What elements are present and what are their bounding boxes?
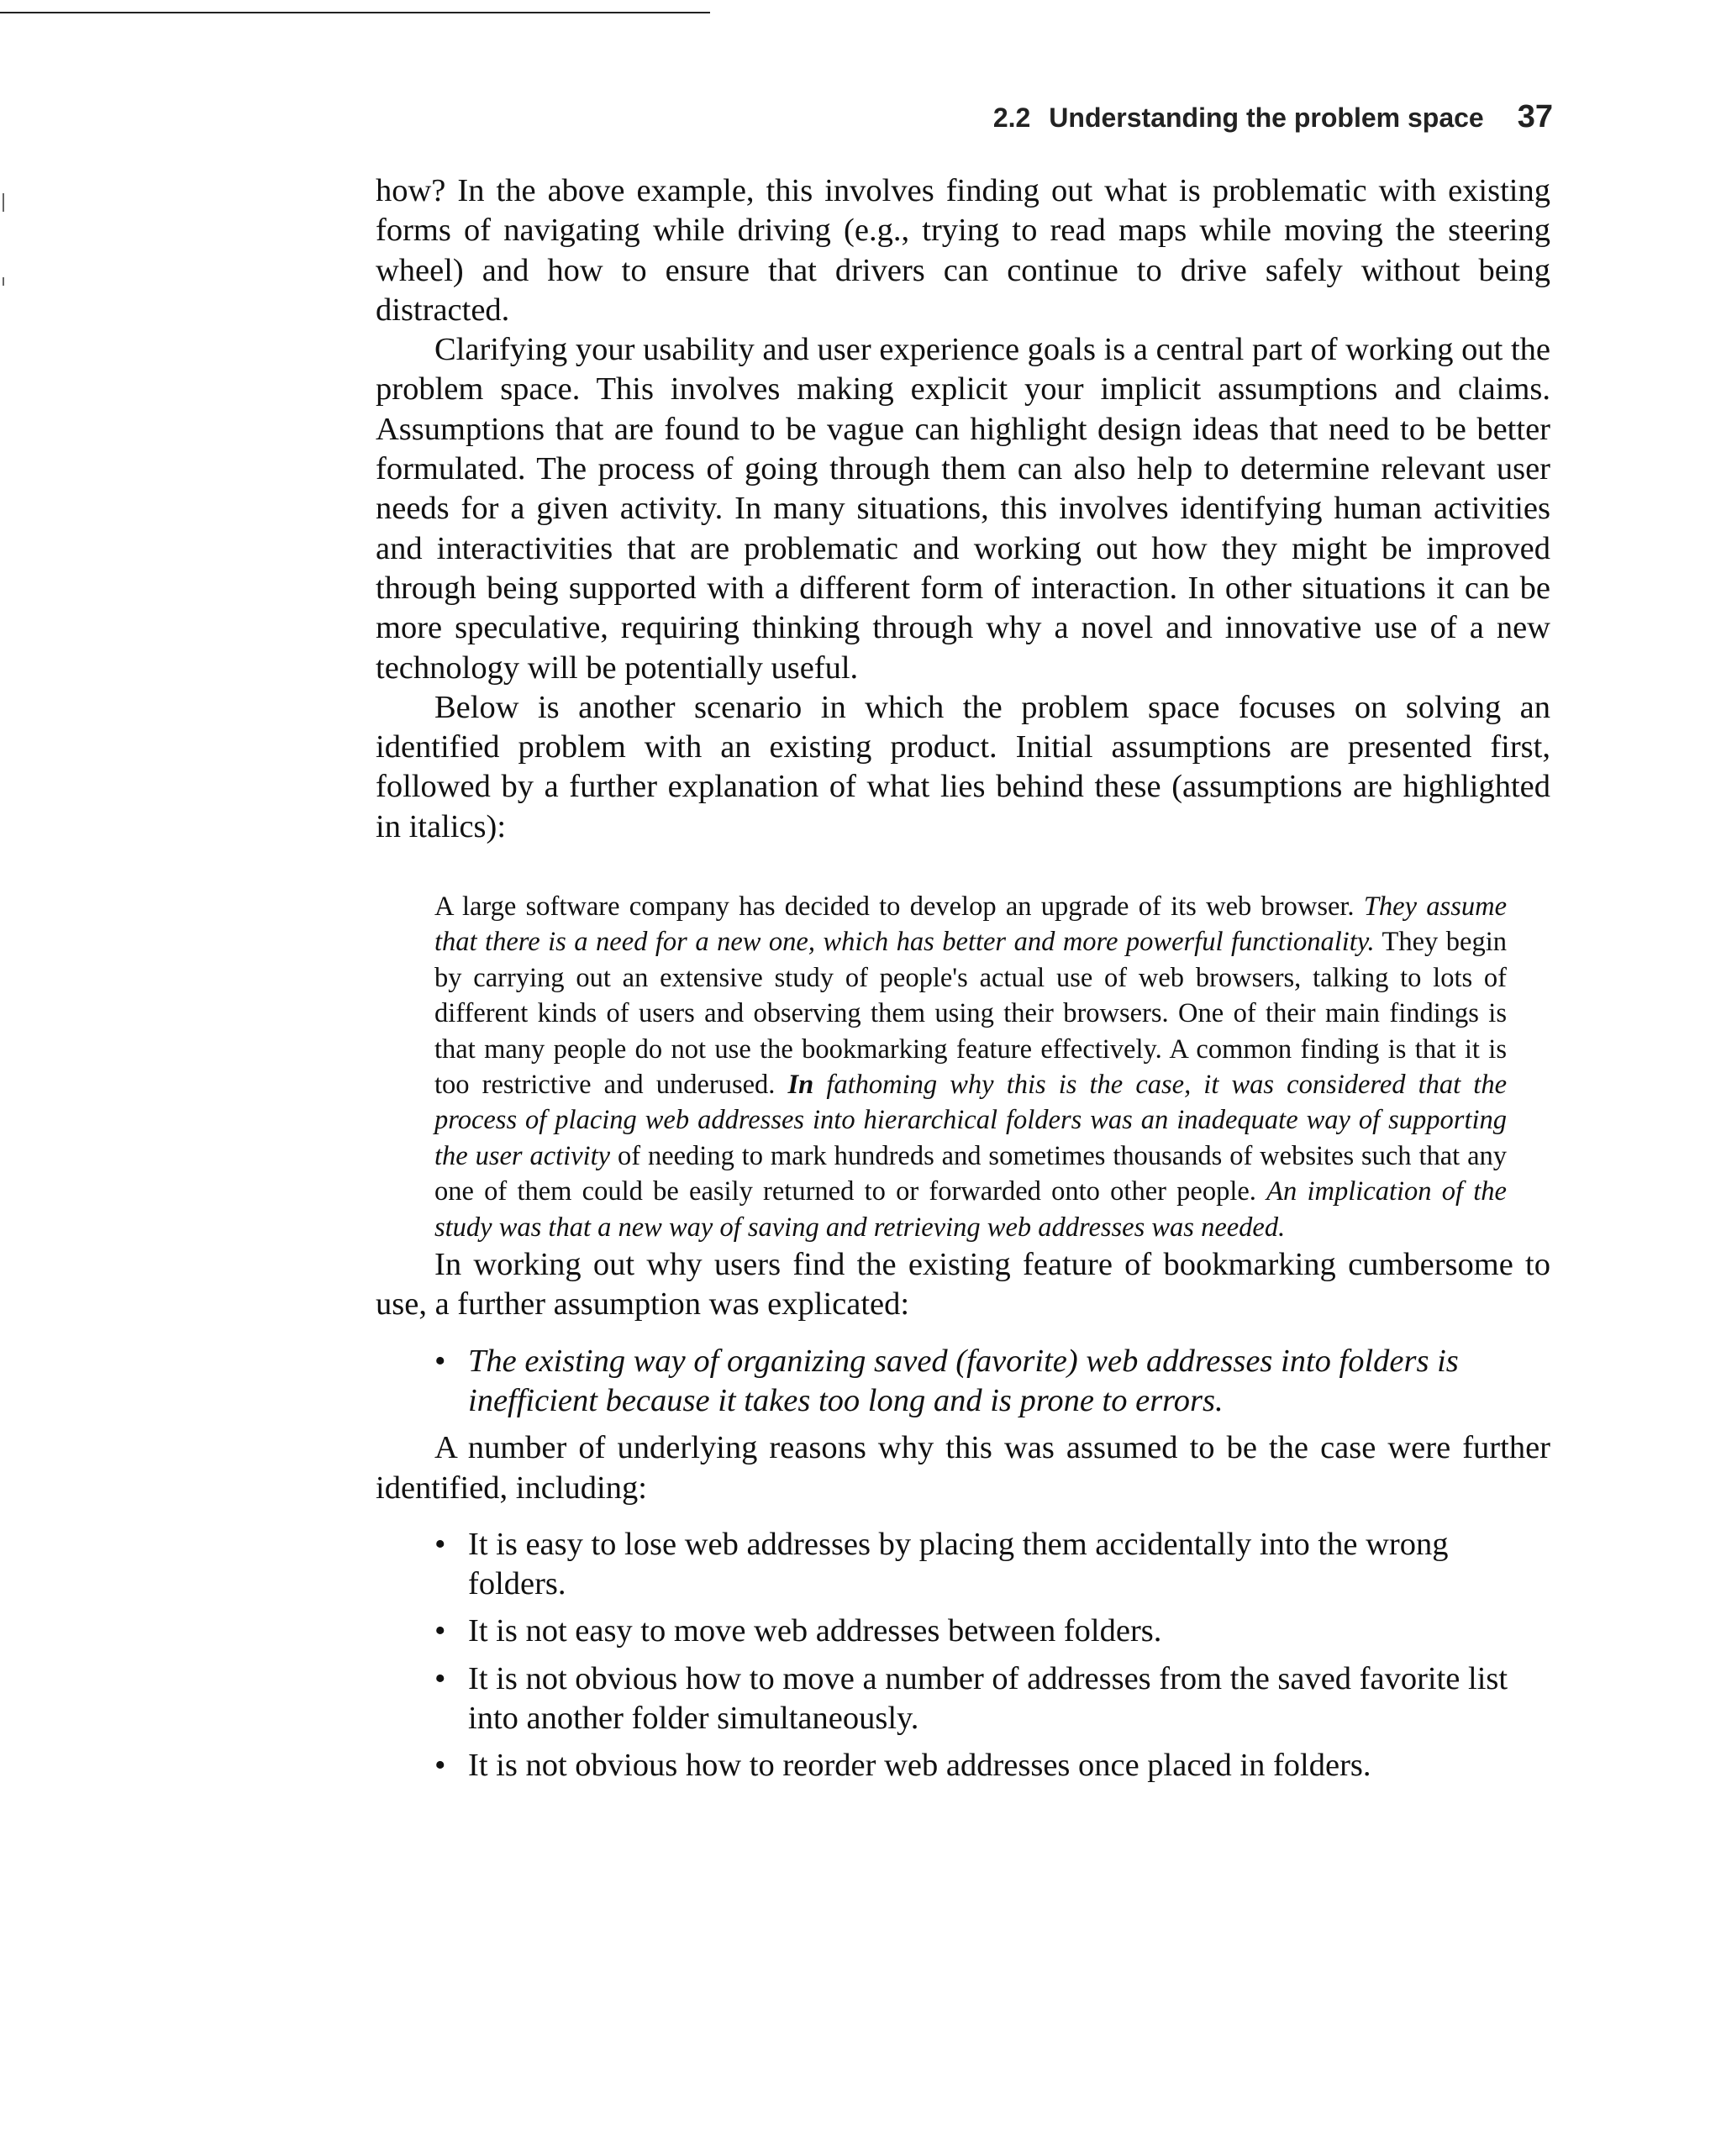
paragraph: In working out why users find the existing feature of bookmarking cumbersome to use, a further assumption was explicated: [376, 1247, 1550, 1323]
paragraph: A number of underlying reasons why this was assumed to be the case were further identified, including: [376, 1430, 1550, 1506]
scenario-extract [434, 889, 1507, 1245]
list-item [376, 1746, 1550, 1785]
list-item [376, 1659, 1550, 1739]
extract-italic: An implication of the study was that a new way of saving and retrieving web addresses was needed. [434, 1176, 1507, 1243]
margin-mark [3, 277, 4, 286]
extract-text: A large software company has decided to develop an upgrade of its web browser. [434, 891, 1364, 923]
page-body [376, 171, 1550, 1794]
paragraph: Clarifying your usability and user experience goals is a central part of working out the problem space. This involves making explicit your implicit assumptions and claims. Assumptions that are found to be vague can highlight design ideas that need to be better formulated. The process of going through them can also help to determine relevant user needs for a given activity. In many situations, this involves identifying human activities and interactivities that are problematic and working out how they might be improved through being supported with a different form of interaction. In other situations it can be more speculative, requiring thinking through why a novel and innovative use of a new technology will be potentially useful. [376, 332, 1550, 686]
extract-bold-italic: In [787, 1070, 814, 1101]
top-rule [0, 12, 710, 13]
list-item [376, 1342, 1550, 1422]
running-head [993, 99, 1553, 135]
extract-text: of needing to mark hundreds and sometimes thousands of websites such that any one of them could be easily returned to or forwarded onto other people. [434, 1140, 1507, 1207]
list-item-text: It is easy to lose web addresses by placing them accidentally into the wrong folders. [468, 1526, 1449, 1602]
reason-list [376, 1525, 1550, 1786]
list-item-text: It is not obvious how to reorder web addresses once placed in folders. [468, 1748, 1371, 1784]
bullet-icon: • [434, 1660, 446, 1696]
list-item-text: It is not easy to move web addresses between folders. [468, 1613, 1162, 1649]
list-item-text: The existing way of organizing saved (favorite) web addresses into folders is inefficient because it takes too long and is prone to errors. [468, 1343, 1459, 1418]
section-number: 2.2 [992, 103, 1031, 133]
margin-mark [3, 193, 4, 212]
section-title: Understanding the problem space [1049, 103, 1484, 133]
bullet-icon: • [434, 1526, 446, 1562]
extract-italic: They assume that there is a need for a new one, which has better and more powerful functionality. [434, 891, 1507, 958]
extract-italic: fathoming why this is the case, it was considered that the process of placing web addresses into hierarchical folders was an inadequate way of supporting the user activity [434, 1070, 1507, 1171]
extract-text: They begin by carrying out an extensive study of people's actual use of web browsers, talking to lots of different kinds of users and observing them using their browsers. One of their main findings is that many people do not use the bookmarking feature effectively. A common finding is that it is too restrictive and underused. [434, 927, 1507, 1101]
bullet-icon: • [434, 1613, 446, 1649]
list-item [376, 1525, 1550, 1605]
assumption-list [376, 1342, 1550, 1422]
bullet-icon: • [434, 1343, 446, 1379]
paragraph: Below is another scenario in which the problem space focuses on solving an identified problem with an existing product. Initial assumptions are presented first, followed by a further explanation of what lies behind these (assumptions are highlighted in italics): [376, 689, 1550, 844]
list-item-text: It is not obvious how to move a number of addresses from the saved favorite list into another folder simultaneously. [468, 1660, 1508, 1737]
page-number: 37 [1517, 99, 1553, 134]
bullet-icon: • [434, 1748, 446, 1784]
paragraph: how? In the above example, this involves finding out what is problematic with existing forms of navigating while driving (e.g., trying to read maps while moving the steering wheel) and how to ensure that drivers can continue to drive safely without being distracted. [376, 173, 1550, 328]
list-item [376, 1612, 1550, 1651]
